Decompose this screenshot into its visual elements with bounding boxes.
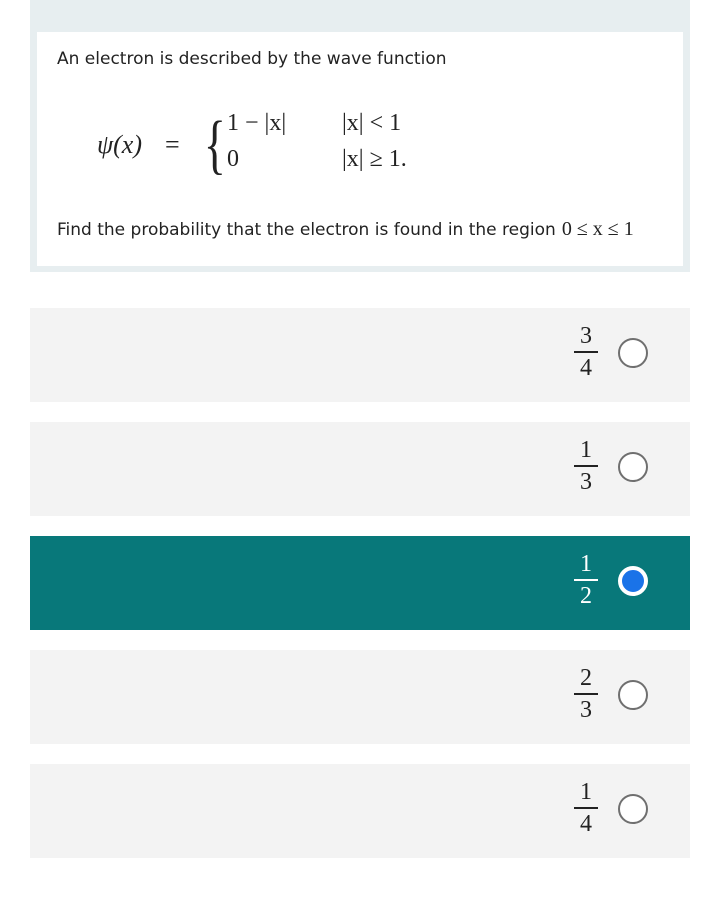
question-task	[57, 218, 634, 241]
question-task-text: Find the probability that the electron is found in the region	[57, 220, 556, 240]
fraction-bar	[574, 807, 598, 809]
region-inequality: 0 ≤ x ≤ 1	[561, 218, 634, 240]
left-brace: {	[203, 108, 226, 181]
fraction-denominator: 3	[580, 697, 592, 723]
option-fraction	[574, 779, 598, 837]
case-1-condition: |x| < 1	[342, 110, 402, 136]
wave-function-equation	[97, 110, 497, 180]
fraction-denominator: 3	[580, 469, 592, 495]
option-fraction	[574, 551, 598, 609]
fraction-bar	[574, 693, 598, 695]
radio-button[interactable]	[618, 452, 648, 482]
question-body	[37, 32, 683, 266]
answer-option-1-2[interactable]	[30, 536, 690, 630]
case-2-expression: 0	[227, 146, 239, 172]
wave-function-lhs: ψ(x)	[97, 130, 143, 159]
answer-option-2-3[interactable]	[30, 650, 690, 744]
fraction-bar	[574, 465, 598, 467]
case-2-condition: |x| ≥ 1.	[342, 146, 407, 172]
fraction-denominator: 4	[580, 811, 592, 837]
option-fraction	[574, 323, 598, 381]
fraction-bar	[574, 579, 598, 581]
option-fraction	[574, 437, 598, 495]
radio-button[interactable]	[618, 794, 648, 824]
option-fraction	[574, 665, 598, 723]
radio-button[interactable]	[618, 680, 648, 710]
fraction-numerator: 1	[580, 437, 592, 463]
fraction-numerator: 3	[580, 323, 592, 349]
question-card	[30, 0, 690, 272]
fraction-numerator: 2	[580, 665, 592, 691]
radio-button-checked[interactable]	[618, 566, 648, 596]
answer-options	[30, 308, 690, 878]
answer-option-1-3[interactable]	[30, 422, 690, 516]
question-prompt: An electron is described by the wave function	[57, 49, 447, 69]
answer-option-3-4[interactable]	[30, 308, 690, 402]
fraction-denominator: 2	[580, 583, 592, 609]
fraction-numerator: 1	[580, 551, 592, 577]
answer-option-1-4[interactable]	[30, 764, 690, 858]
equals-sign: =	[165, 130, 180, 159]
case-1-expression: 1 − |x|	[227, 110, 287, 136]
fraction-numerator: 1	[580, 779, 592, 805]
radio-button[interactable]	[618, 338, 648, 368]
fraction-bar	[574, 351, 598, 353]
fraction-denominator: 4	[580, 355, 592, 381]
